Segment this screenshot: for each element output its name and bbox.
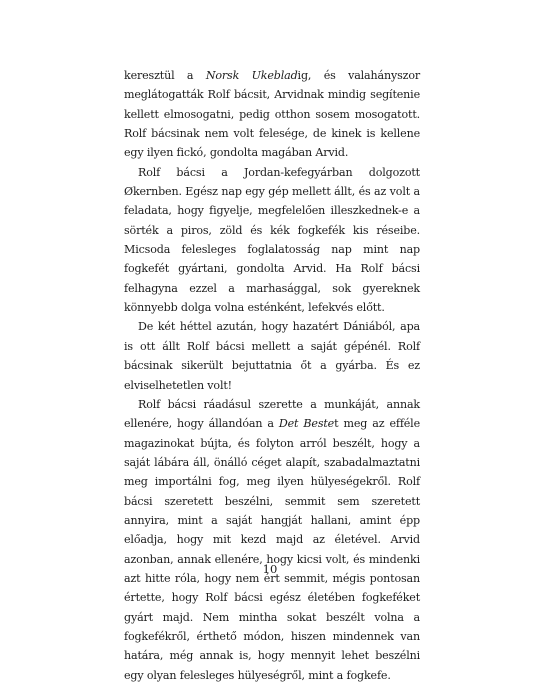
paragraph-1-rest: ig, és valahányszor meglátogatták Rolf bácsit, Arvidnak mindig segítenie kellett elmosogatni, pedig otthon sosem mosogatott. Rolf bácsinak nem volt felesége, de kinek is kellene egy ilyen fickó, gondolta magában Arvid.: [124, 69, 421, 160]
magazine-title-det-beste: Det Beste: [278, 417, 335, 431]
paragraph-3: De két héttel azután, hogy hazatért Dániából, apa is ott állt Rolf bácsi mellett a saját gépénél. Rolf bácsinak sikerült bejuttatnia őt a gyárba. És ez elviselhetetlen volt!: [124, 320, 420, 392]
book-page-text: [124, 66, 420, 685]
magazine-title-norsk-ukeblad: Norsk Ukeblad: [205, 69, 298, 82]
page-number: 10: [262, 562, 278, 576]
paragraph-2: Rolf bácsi a Jordan-kefegyárban dolgozott Økernben. Egész nap egy gép mellett állt, és az volt a feladata, hogy figyelje, megfelelően illeszkednek-e a sörték a piros, zöld és kék fogkefék kis réseibe. Micsoda felesleges foglalatosság nap mint nap fogkefét gyártani, gondolta Arvid. Ha Rolf bácsi felhagyna ezzel a marhasággal, sok gyereknek könnyebb dolga volna esténként, lefekvés előtt.: [124, 165, 420, 315]
paragraph-4-start: Rolf bácsi ráadásul szerette a munkáját, annak ellenére, hogy állandóan a: [124, 397, 420, 431]
paragraph-1-start: keresztül a: [124, 69, 206, 82]
paragraph-1: [124, 66, 420, 163]
paragraph-4-rest: t meg az efféle magazinokat bújta, és folyton arról beszélt, hogy a saját lábára áll, önálló céget alapít, szabadalmaztatni meg importálni fog, meg ilyen hülyeségekről. Rolf bácsi szeretett beszélni, semmit sem szeretett annyira, mint a saját hangját hallani, amint épp előadja, hogy mit kezd majd az életével. Arvid azonban, annak ellenére, hogy kicsi volt, és mindenki azt hitte róla, hogy nem ért semmit, mégis pontosan értette, hogy Rolf bácsi egész életében fogkeféket gyárt majd. Nem mintha sokat beszélt volna a fogkefékről, érthető módon, hiszen mindennek van határa, még annak is, hogy mennyit lehet beszélni egy olyan felesleges hülyeségről, mint a fogkefe.: [124, 417, 420, 682]
paragraph-4: [124, 395, 420, 685]
